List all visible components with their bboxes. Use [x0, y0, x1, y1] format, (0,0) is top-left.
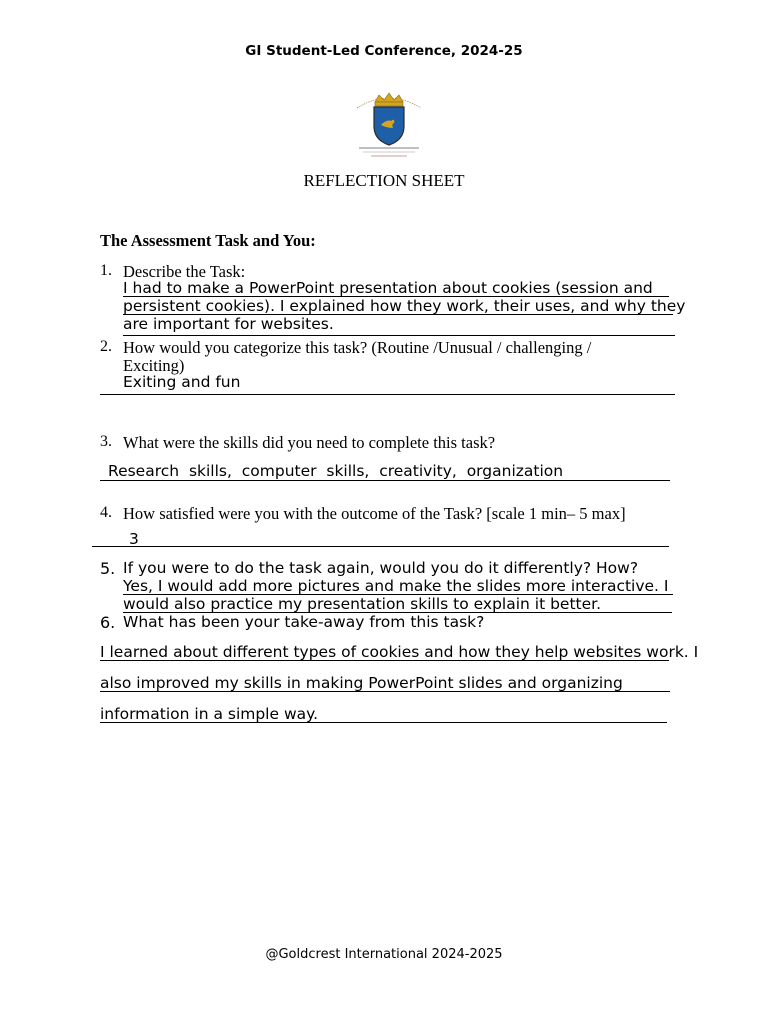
conference-title: GI Student-Led Conference, 2024-25 — [245, 43, 523, 59]
question-number: 3. — [100, 433, 112, 450]
answer-line: would also practice my presentation skills to explain it better. — [123, 595, 602, 613]
answer-line: Yes, I would add more pictures and make the slides more interactive. I — [123, 577, 669, 595]
question-number: 6. — [100, 613, 116, 632]
answer-line: Exiting and fun — [123, 373, 241, 391]
sheet-title: REFLECTION SHEET — [303, 171, 465, 190]
answer-underline — [100, 394, 675, 395]
answer-line: also improved my skills in making PowerPoint slides and organizing — [100, 674, 623, 692]
footer-copyright: @Goldcrest International 2024-2025 — [265, 947, 503, 962]
question-prompt: What were the skills did you need to complete this task? — [123, 433, 496, 452]
answer-line: I had to make a PowerPoint presentation about cookies (session and — [123, 279, 653, 297]
question-prompt: How satisfied were you with the outcome of the Task? [scale 1 min– 5 max] — [123, 504, 626, 523]
question-number: 1. — [100, 262, 112, 279]
answer-line: 3 — [129, 530, 139, 548]
question-prompt: What has been your take-away from this task? — [123, 613, 485, 631]
answer-underline — [100, 722, 667, 723]
answer-underline — [100, 691, 670, 692]
answer-line: persistent cookies). I explained how they work, their uses, and why they — [123, 297, 686, 315]
school-crest-logo — [349, 90, 429, 158]
answer-line: are important for websites. — [123, 315, 334, 333]
answer-underline — [100, 660, 669, 661]
question-number: 4. — [100, 504, 112, 521]
question-number: 5. — [100, 559, 116, 578]
answer-line: I learned about different types of cookies and how they help websites work. I — [100, 643, 699, 661]
answer-underline — [92, 546, 669, 547]
question-number: 2. — [100, 338, 112, 355]
section-heading: The Assessment Task and You: — [100, 231, 316, 250]
answer-underline — [100, 480, 670, 481]
question-prompt: If you were to do the task again, would you do it differently? How? — [123, 559, 639, 577]
answer-underline — [123, 335, 675, 336]
question-prompt: Describe the Task: — [123, 262, 246, 281]
question-prompt: How would you categorize this task? (Routine /Unusual / challenging / — [123, 338, 592, 357]
answer-line: information in a simple way. — [100, 705, 319, 723]
question-prompt: Exciting) — [123, 356, 185, 375]
answer-line: Research skills, computer skills, creativity, organization — [108, 462, 564, 480]
